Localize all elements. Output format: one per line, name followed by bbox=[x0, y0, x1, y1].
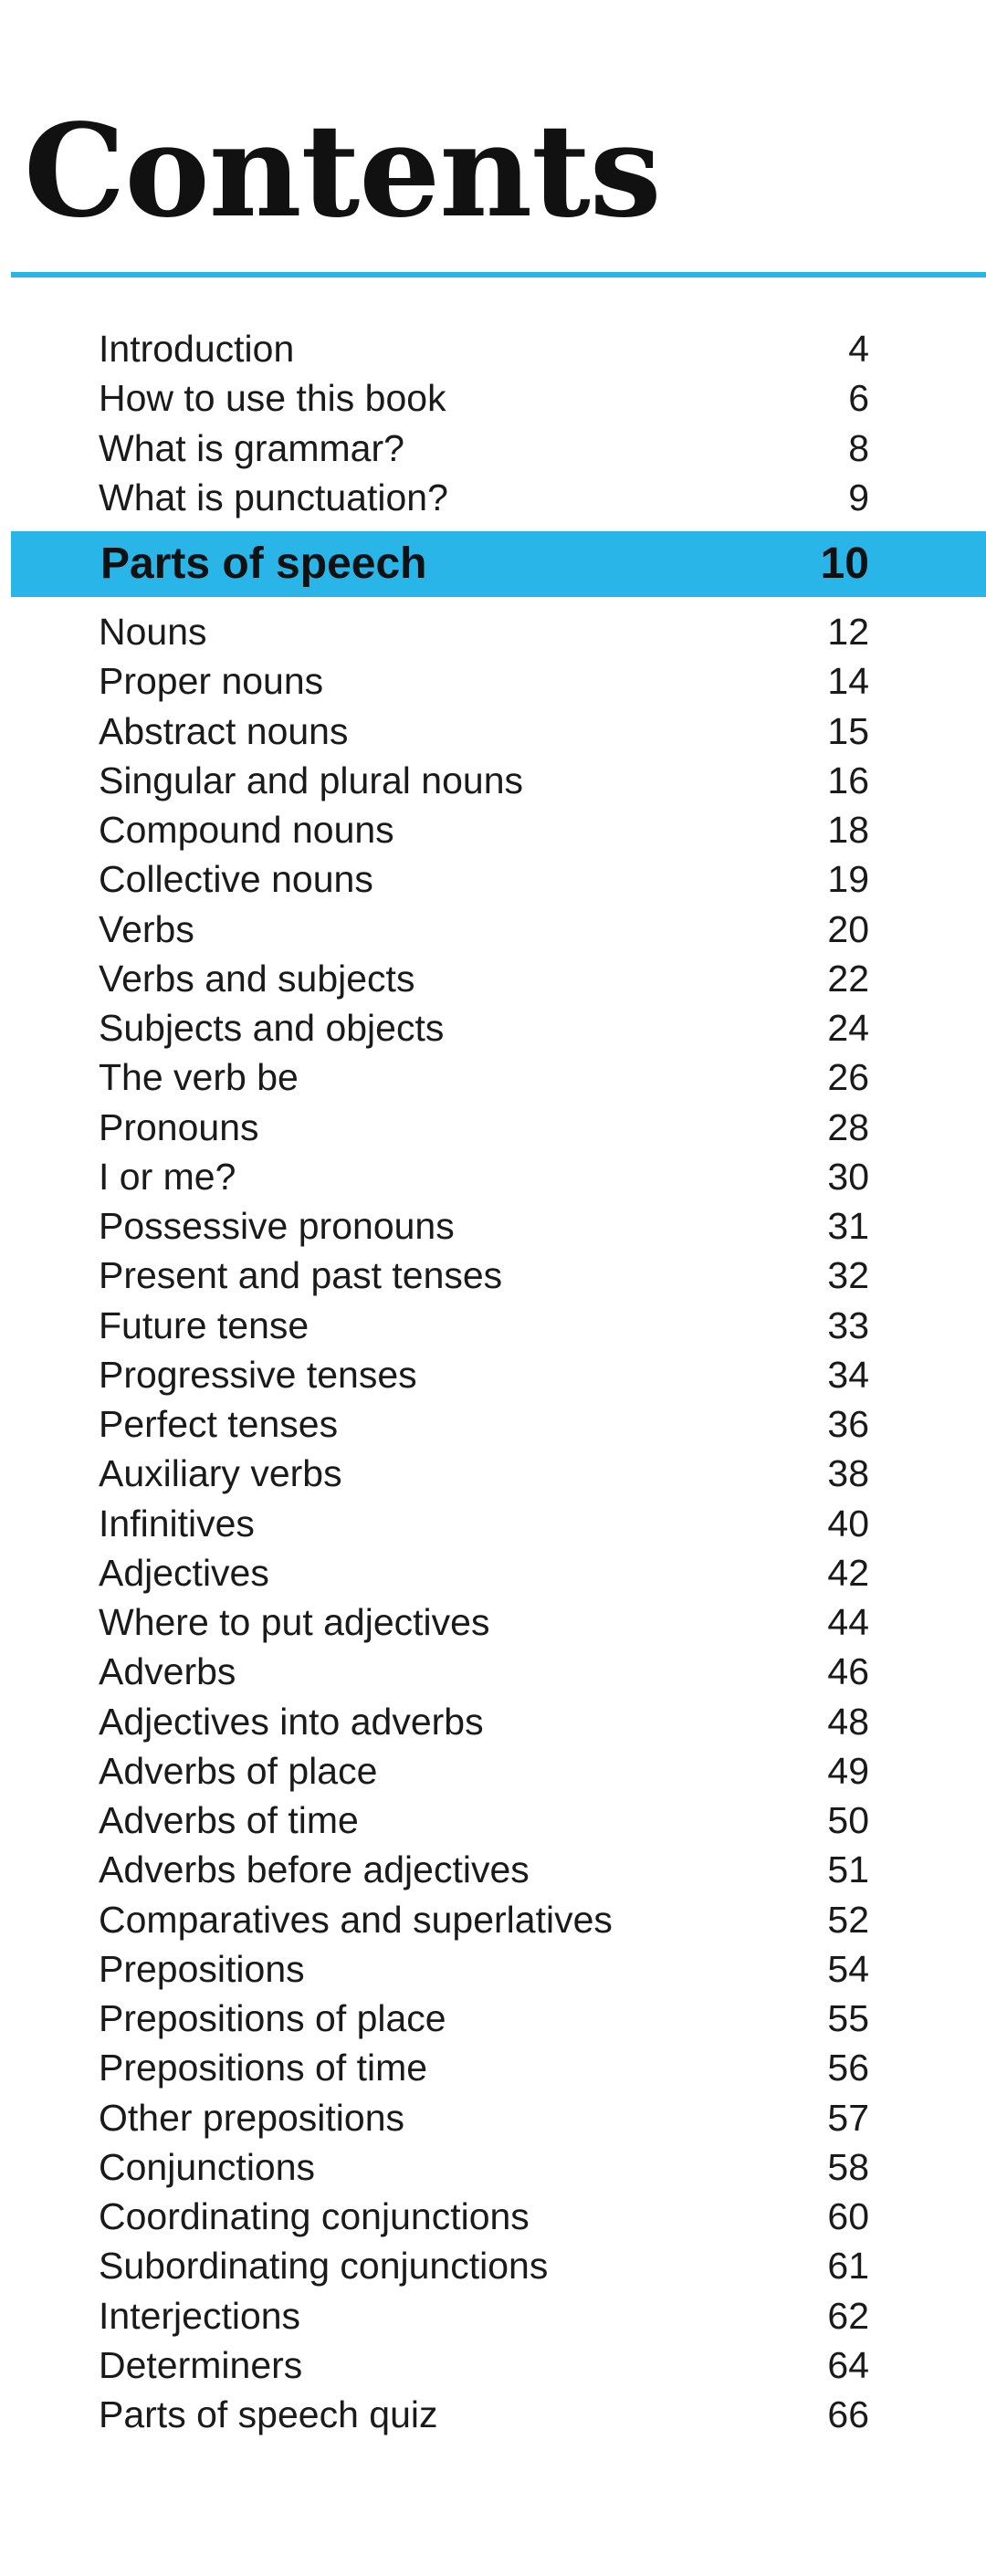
toc-entry-label: The verb be bbox=[99, 1056, 299, 1099]
toc-entry-page-number: 49 bbox=[827, 1749, 869, 1792]
toc-entry[interactable] bbox=[99, 1350, 869, 1399]
toc-entry[interactable] bbox=[99, 2390, 869, 2439]
toc-entry-page-number: 62 bbox=[827, 2294, 869, 2337]
toc-entry[interactable] bbox=[99, 656, 869, 706]
toc-entry[interactable] bbox=[99, 707, 869, 756]
toc-entry-label: Pronouns bbox=[99, 1105, 259, 1148]
toc-entry-label: Subjects and objects bbox=[99, 1007, 445, 1049]
toc-entry-page-number: 34 bbox=[827, 1353, 869, 1396]
toc-entry-label: Abstract nouns bbox=[99, 709, 349, 752]
toc-entry-label: Adjectives into adverbs bbox=[99, 1700, 484, 1743]
toc-entry-page-number: 8 bbox=[848, 426, 869, 469]
toc-entry-page-number: 61 bbox=[827, 2245, 869, 2288]
section-page-number: 10 bbox=[820, 539, 869, 588]
toc-entry-label: Verbs bbox=[99, 907, 194, 950]
toc-entry[interactable] bbox=[99, 1548, 869, 1597]
toc-entry-label: Adverbs of time bbox=[99, 1799, 359, 1841]
toc-entry[interactable] bbox=[99, 1103, 869, 1152]
toc-entry-page-number: 6 bbox=[848, 377, 869, 420]
toc-entry-page-number: 40 bbox=[827, 1502, 869, 1545]
toc-entry[interactable] bbox=[99, 2093, 869, 2142]
toc-entry-label: Collective nouns bbox=[99, 858, 373, 901]
toc-entry[interactable] bbox=[99, 1746, 869, 1796]
toc-entry[interactable] bbox=[99, 324, 869, 373]
toc-entry-label: Other prepositions bbox=[99, 2096, 405, 2139]
toc-entry-label: What is punctuation? bbox=[99, 476, 448, 518]
toc-entry-label: Comparatives and superlatives bbox=[99, 1898, 613, 1941]
toc-entry-page-number: 15 bbox=[827, 709, 869, 752]
toc-entry[interactable] bbox=[99, 1597, 869, 1647]
toc-entry-label: Conjunctions bbox=[99, 2145, 316, 2188]
toc-entry-page-number: 12 bbox=[827, 611, 869, 653]
toc-entry[interactable] bbox=[99, 1697, 869, 1746]
toc-entry-label: Adjectives bbox=[99, 1551, 269, 1594]
toc-entry-label: Coordinating conjunctions bbox=[99, 2195, 530, 2237]
section-heading-parts-of-speech[interactable] bbox=[100, 531, 869, 597]
toc-entry[interactable] bbox=[99, 854, 869, 904]
title-divider bbox=[11, 272, 986, 277]
toc-entry-page-number: 32 bbox=[827, 1254, 869, 1297]
toc-entry-label: I or me? bbox=[99, 1155, 236, 1198]
toc-entry[interactable] bbox=[99, 1499, 869, 1548]
toc-entry-label: Proper nouns bbox=[99, 660, 324, 703]
toc-entry-page-number: 18 bbox=[827, 809, 869, 851]
toc-entry-page-number: 60 bbox=[827, 2195, 869, 2237]
toc-entry-page-number: 33 bbox=[827, 1304, 869, 1346]
toc-entry[interactable] bbox=[99, 1647, 869, 1696]
toc-entry[interactable] bbox=[99, 424, 869, 473]
toc-entry-label: Where to put adjectives bbox=[99, 1601, 490, 1643]
toc-entry-page-number: 24 bbox=[827, 1007, 869, 1049]
toc-entry-page-number: 26 bbox=[827, 1056, 869, 1099]
toc-entry[interactable] bbox=[99, 373, 869, 423]
toc-entry-page-number: 58 bbox=[827, 2145, 869, 2188]
toc-entry-label: Prepositions bbox=[99, 1947, 305, 1990]
toc-entry-page-number: 64 bbox=[827, 2343, 869, 2386]
toc-entry[interactable] bbox=[99, 1052, 869, 1102]
toc-entry-page-number: 46 bbox=[827, 1650, 869, 1693]
toc-entry-label: Adverbs of place bbox=[99, 1749, 378, 1792]
toc-entry-label: Determiners bbox=[99, 2343, 303, 2386]
toc-entry-label: Interjections bbox=[99, 2294, 301, 2337]
toc-entry-page-number: 42 bbox=[827, 1551, 869, 1594]
toc-entry-label: Compound nouns bbox=[99, 809, 394, 851]
toc-entry-page-number: 30 bbox=[827, 1155, 869, 1198]
toc-entry-label: Possessive pronouns bbox=[99, 1205, 455, 1247]
toc-entry-label: Subordinating conjunctions bbox=[99, 2245, 549, 2288]
toc-entry-page-number: 9 bbox=[848, 476, 869, 518]
toc-entry-page-number: 36 bbox=[827, 1403, 869, 1445]
toc-entry[interactable] bbox=[99, 905, 869, 954]
toc-entry-page-number: 20 bbox=[827, 907, 869, 950]
toc-entry[interactable] bbox=[99, 1796, 869, 1845]
toc-entry[interactable] bbox=[99, 2340, 869, 2390]
toc-entry-page-number: 38 bbox=[827, 1452, 869, 1495]
toc-entry-page-number: 50 bbox=[827, 1799, 869, 1841]
toc-entry[interactable] bbox=[99, 1399, 869, 1449]
toc-entry-label: Perfect tenses bbox=[99, 1403, 339, 1445]
toc-entry[interactable] bbox=[99, 2192, 869, 2241]
toc-entry-page-number: 51 bbox=[827, 1848, 869, 1891]
page-title: Contents bbox=[24, 97, 661, 246]
toc-entry-page-number: 19 bbox=[827, 858, 869, 901]
toc-entry[interactable] bbox=[99, 1003, 869, 1052]
toc-entry-label: Infinitives bbox=[99, 1502, 255, 1545]
toc-entry-page-number: 55 bbox=[827, 1997, 869, 2039]
toc-entry-label: Auxiliary verbs bbox=[99, 1452, 342, 1495]
toc-entry-page-number: 57 bbox=[827, 2096, 869, 2139]
toc-entry[interactable] bbox=[99, 2291, 869, 2340]
toc-entry[interactable] bbox=[99, 1994, 869, 2043]
toc-entry[interactable] bbox=[99, 1845, 869, 1894]
toc-entry[interactable] bbox=[99, 1449, 869, 1498]
toc-entry-page-number: 56 bbox=[827, 2047, 869, 2089]
toc-entry[interactable] bbox=[99, 1152, 869, 1201]
toc-entry-label: Introduction bbox=[99, 328, 295, 370]
toc-entry-page-number: 54 bbox=[827, 1947, 869, 1990]
toc-entry[interactable] bbox=[99, 1301, 869, 1350]
toc-entry-label: Progressive tenses bbox=[99, 1353, 417, 1396]
toc-entry[interactable] bbox=[99, 1201, 869, 1251]
toc-entry-page-number: 28 bbox=[827, 1105, 869, 1148]
toc-entry[interactable] bbox=[99, 2241, 869, 2290]
toc-entry-label: Prepositions of place bbox=[99, 1997, 446, 2039]
toc-entry[interactable] bbox=[99, 2142, 869, 2192]
toc-entry-label: Present and past tenses bbox=[99, 1254, 503, 1297]
toc-entry-page-number: 66 bbox=[827, 2393, 869, 2435]
toc-entry[interactable] bbox=[99, 1251, 869, 1300]
toc-entry-page-number: 31 bbox=[827, 1205, 869, 1247]
toc-entry-page-number: 52 bbox=[827, 1898, 869, 1941]
toc-entry-label: Singular and plural nouns bbox=[99, 759, 523, 801]
toc-entry-label: Adverbs before adjectives bbox=[99, 1848, 530, 1891]
toc-entry-label: Future tense bbox=[99, 1304, 309, 1346]
toc-entry-page-number: 22 bbox=[827, 957, 869, 1000]
toc-entry-page-number: 48 bbox=[827, 1700, 869, 1743]
toc-entry-label: Verbs and subjects bbox=[99, 957, 415, 1000]
toc-entry[interactable] bbox=[99, 607, 869, 656]
toc-entry-label: Prepositions of time bbox=[99, 2047, 428, 2089]
section-title: Parts of speech bbox=[100, 539, 427, 588]
toc-entry-page-number: 44 bbox=[827, 1601, 869, 1643]
toc-entry-label: How to use this book bbox=[99, 377, 446, 420]
toc-entry[interactable] bbox=[99, 1895, 869, 1944]
toc-entry-page-number: 16 bbox=[827, 759, 869, 801]
toc-entry[interactable] bbox=[99, 756, 869, 805]
toc-entry-label: Nouns bbox=[99, 611, 207, 653]
toc-entry[interactable] bbox=[99, 805, 869, 854]
toc-entry[interactable] bbox=[99, 1944, 869, 1994]
toc-entry-label: Adverbs bbox=[99, 1650, 236, 1693]
toc-entry-page-number: 14 bbox=[827, 660, 869, 703]
toc-entry-label: What is grammar? bbox=[99, 426, 404, 469]
toc-entry[interactable] bbox=[99, 2043, 869, 2092]
toc-entry[interactable] bbox=[99, 954, 869, 1003]
toc-entry-page-number: 4 bbox=[848, 328, 869, 370]
toc-entry-label: Parts of speech quiz bbox=[99, 2393, 438, 2435]
toc-entry[interactable] bbox=[99, 473, 869, 522]
